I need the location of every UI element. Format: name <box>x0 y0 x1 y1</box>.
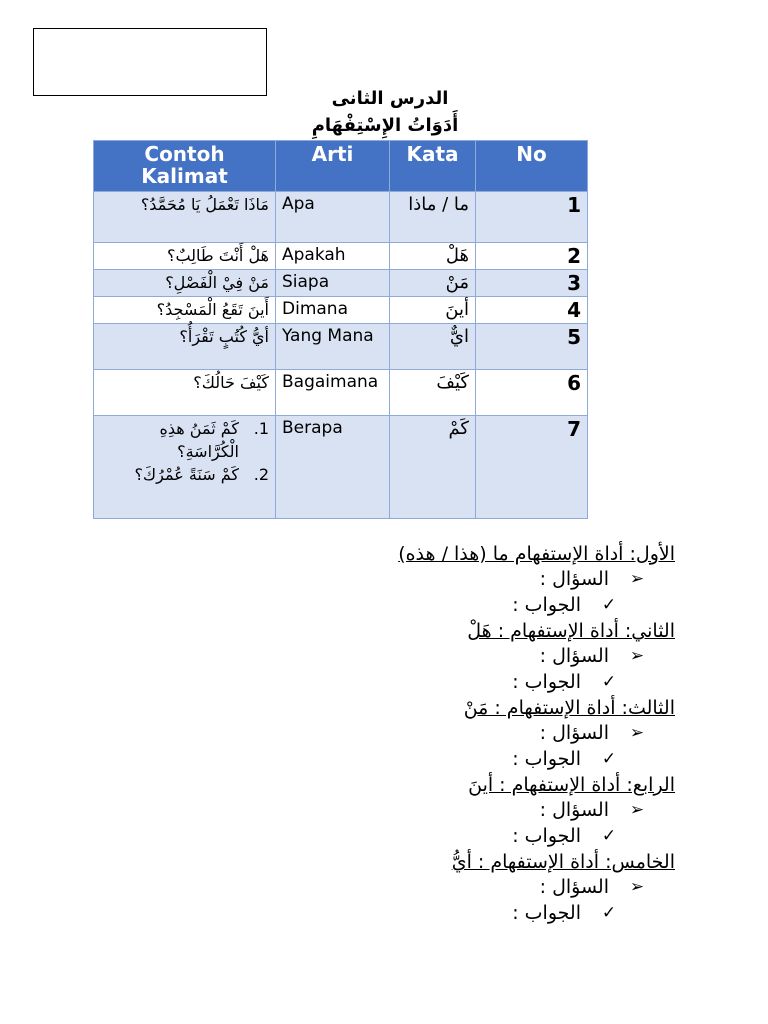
answer-line <box>280 593 675 619</box>
table-row <box>94 324 588 370</box>
arrow-bullet-icon: ➢ <box>629 569 645 589</box>
exercise-block <box>280 849 675 926</box>
cell-kata: هَلْ <box>390 243 476 270</box>
lesson-title: الدرس الثانى <box>331 88 449 109</box>
checkmark-icon: ✓ <box>601 902 617 923</box>
cell-arti: Bagaimana <box>276 370 390 416</box>
question-label: السؤال : <box>539 722 609 744</box>
table-row <box>94 192 588 243</box>
cell-no: 5 <box>476 324 588 370</box>
answer-label: الجواب : <box>512 747 581 770</box>
cell-contoh: مَنْ فِيْ الْفَصْلِ؟ <box>94 270 276 297</box>
arrow-bullet-icon: ➢ <box>629 800 645 820</box>
cell-no: 1 <box>476 192 588 243</box>
exercise-block <box>280 695 675 772</box>
cell-kata: مَنْ <box>390 270 476 297</box>
answer-label: الجواب : <box>512 824 581 847</box>
example-text: كَمْ سَنَةً عُمْرُكَ؟ <box>134 465 239 484</box>
cell-arti: Yang Mana <box>276 324 390 370</box>
cell-arti: Apakah <box>276 243 390 270</box>
question-words-table <box>93 140 588 519</box>
cell-arti: Dimana <box>276 297 390 324</box>
exercise-section <box>280 541 675 926</box>
answer-line <box>280 824 675 850</box>
cell-arti: Berapa <box>276 416 390 519</box>
table-row <box>94 297 588 324</box>
header-no: No <box>476 141 588 192</box>
question-label: السؤال : <box>539 876 609 898</box>
cell-arti: Apa <box>276 192 390 243</box>
checkmark-icon: ✓ <box>601 748 617 769</box>
numbered-example <box>100 463 269 486</box>
answer-label: الجواب : <box>512 670 581 693</box>
cell-no: 4 <box>476 297 588 324</box>
answer-label: الجواب : <box>512 593 581 616</box>
cell-no: 3 <box>476 270 588 297</box>
arrow-bullet-icon: ➢ <box>629 877 645 897</box>
answer-line <box>280 901 675 927</box>
table-row <box>94 370 588 416</box>
table-row <box>94 243 588 270</box>
example-number: 1. <box>253 419 269 438</box>
cell-arti: Siapa <box>276 270 390 297</box>
table-row <box>94 416 588 519</box>
table-row <box>94 270 588 297</box>
question-label: السؤال : <box>539 799 609 821</box>
cell-contoh: أيُّ كُتُبٍ تَقْرَأُ؟ <box>94 324 276 370</box>
cell-kata: ما / ماذا <box>390 192 476 243</box>
answer-label: الجواب : <box>512 901 581 924</box>
exercise-block <box>280 618 675 695</box>
checkmark-icon: ✓ <box>601 594 617 615</box>
exercise-heading: الرابع: أداة الإستفهام : أينَ <box>468 774 675 796</box>
exercise-block <box>280 772 675 849</box>
question-line <box>280 798 675 824</box>
answer-line <box>280 670 675 696</box>
arrow-bullet-icon: ➢ <box>629 723 645 743</box>
question-line <box>280 721 675 747</box>
header-contoh-kalimat: Contoh Kalimat <box>94 141 276 192</box>
example-number: 2. <box>253 465 269 484</box>
cell-contoh: هَلْ أَنْتَ طَالِبٌ؟ <box>94 243 276 270</box>
cell-contoh: أَينَ تَقَعُ الْمَسْجِدُ؟ <box>94 297 276 324</box>
cell-no: 2 <box>476 243 588 270</box>
header-arti: Arti <box>276 141 390 192</box>
header-kata: Kata <box>390 141 476 192</box>
checkmark-icon: ✓ <box>601 671 617 692</box>
question-line <box>280 567 675 593</box>
cell-no: 6 <box>476 370 588 416</box>
question-label: السؤال : <box>539 568 609 590</box>
exercise-heading: الثالث: أداة الإستفهام : مَنْ <box>463 697 675 719</box>
cell-kata: ايٌّ <box>390 324 476 370</box>
cell-contoh: كَيْفَ حَالُكَ؟ <box>94 370 276 416</box>
cell-contoh: مَاذَا تَعْمَلُ يَا مُحَمَّدُ؟ <box>94 192 276 243</box>
cell-kata: كَيْفَ <box>390 370 476 416</box>
exercise-block <box>280 541 675 618</box>
question-label: السؤال : <box>539 645 609 667</box>
arrow-bullet-icon: ➢ <box>629 646 645 666</box>
lesson-subtitle: أَدَوَاتُ الإِسْتِفْهَامِ <box>311 115 459 136</box>
cell-kata: كَمْ <box>390 416 476 519</box>
exercise-heading: الخامس: أداة الإستفهام : أيُّ <box>451 851 675 873</box>
answer-line <box>280 747 675 773</box>
exercise-heading: الأول: أداة الإستفهام ما (هذا / هذه) <box>398 543 675 565</box>
example-text: كَمْ ثَمَنُ هذِهِ الْكُرَّاسَةِ؟ <box>159 419 239 461</box>
name-box <box>33 28 267 96</box>
numbered-example <box>100 417 269 463</box>
question-line <box>280 644 675 670</box>
cell-kata: أينَ <box>390 297 476 324</box>
checkmark-icon: ✓ <box>601 825 617 846</box>
question-line <box>280 875 675 901</box>
exercise-heading: الثاني: أداة الإستفهام : هَلْ <box>467 620 675 642</box>
cell-contoh <box>94 416 276 519</box>
cell-no: 7 <box>476 416 588 519</box>
